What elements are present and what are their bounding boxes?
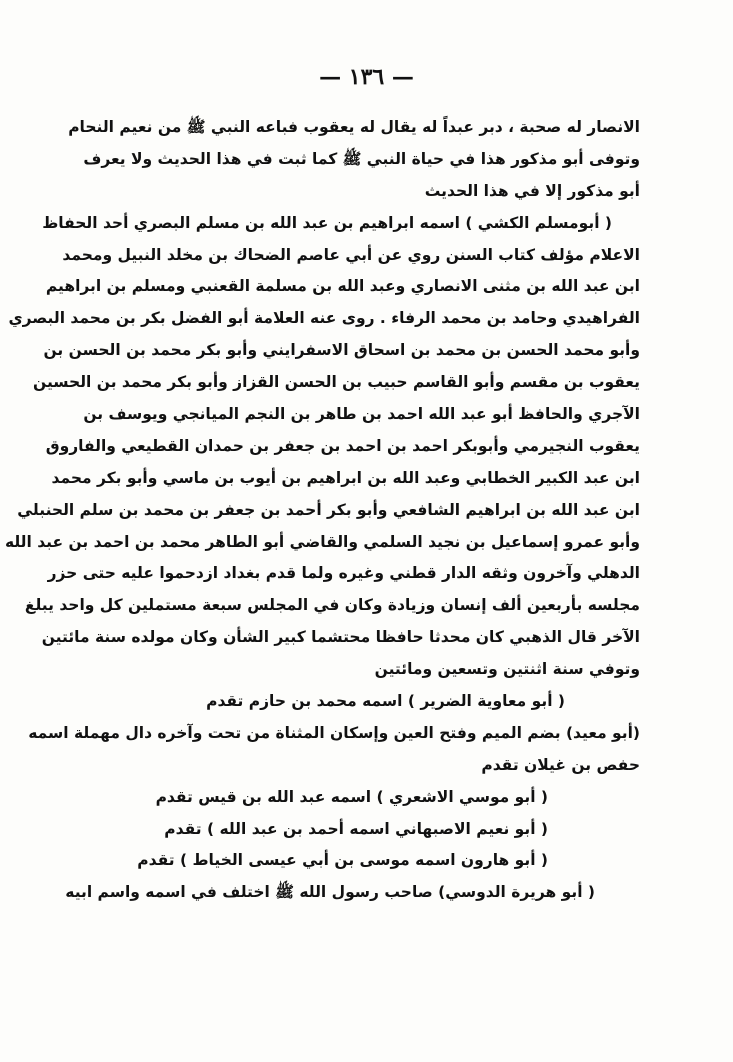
text-line: ( أبو نعيم الاصبهاني اسمه أحمد بن عبد الله ) تقدم (164, 819, 548, 838)
text-line: الانصار له صحبة ، دبر عبداً له يقال له يعقوب فباعه النبي ﷺ من نعيم النحام (68, 118, 640, 136)
text-line: أبو مذكور إلا في هذا الحديث (424, 181, 640, 200)
text-line: ( أبو معاوية الضرير ) اسمه محمد بن حازم تقدم (206, 692, 565, 711)
text-line: وأبو محمد الحسن بن محمد بن اسحاق الاسفرايني وأبو بكر محمد بن الحسن بن (43, 341, 640, 360)
text-line: وتوفي سنة اثنتين وتسعين ومائتين (374, 660, 640, 679)
text-line: الاعلام مؤلف كتاب السنن روي عن أبي عاصم الضحاك بن مخلد النبيل ومحمد (62, 245, 640, 264)
text-line: يعقوب بن مقسم وأبو القاسم حبيب بن الحسن القزاز وأبو بكر محمد بن الحسين (33, 373, 640, 392)
text-line: وأبو عمرو إسماعيل بن نجيد السلمي والقاضي أبو الطاهر محمد بن احمد بن عبد الله (4, 532, 640, 551)
text-line: ابن عبد الكبير الخطابي وعبد الله بن ابراهيم بن أيوب بن ماسي وأبو بكر محمد (51, 468, 640, 487)
text-line: حفص بن غيلان تقدم (481, 755, 640, 774)
text-line: وتوفى أبو مذكور هذا في حياة النبي ﷺ كما ثبت في هذا الحديث ولا يعرف (83, 149, 640, 168)
page-body (4, 112, 640, 909)
text-line: الآخر قال الذهبي كان محدثا حافظا محتشما كبير الشأن وكان مولده سنة مائتين (41, 628, 640, 647)
text-line: ( أبو موسي الاشعري ) اسمه عبد الله بن قيس تقدم (155, 787, 548, 806)
text-line: مجلسه بأربعين ألف إنسان وزيادة وكان في المجلس سبعة مستملين كل واحد يبلغ (24, 596, 640, 615)
text-line: يعقوب النجيرمي وأبوبكر احمد بن احمد بن جعفر بن حمدان القطيعي والفاروق (45, 436, 640, 455)
text-line: ابن عبد الله بن ابراهيم الشافعي وأبو بكر أحمد بن جعفر بن محمد بن سلم الحنبلي (17, 500, 640, 519)
page-number: — ١٣٦ — (319, 64, 414, 90)
text-line: ابن عبد الله بن مثنى الانصاري وعبد الله بن مسلمة القعنبي ومسلم بن ابراهيم (45, 277, 640, 296)
text-line: ( أبو هارون اسمه موسى بن أبي عيسى الخياط ) تقدم (137, 851, 548, 870)
text-line: ( أبومسلم الكشي ) اسمه ابراهيم بن عبد الله بن مسلم البصري أحد الحفاظ (42, 213, 612, 232)
text-line: (أبو معيد) بضم الميم وفتح العين وإسكان المثناة من تحت وآخره دال مهملة اسمه (28, 723, 640, 742)
text-line: الفراهيدي وحامد بن محمد الرفاء . روى عنه العلامة أبو الفضل بكر بن محمد البصري (8, 309, 640, 328)
text-line: الدهلي وآخرون وثقه الدار قطني وغيره ولما قدم بغداد ازدحموا عليه حتى حزر (47, 564, 640, 583)
text-line: ( أبو هريرة الدوسي) صاحب رسول الله ﷺ اختلف في اسمه واسم ابيه (65, 883, 595, 902)
text-line: الآجري والحافظ أبو عبد الله احمد بن طاهر بن النجم الميانجي ويوسف بن (83, 405, 640, 424)
